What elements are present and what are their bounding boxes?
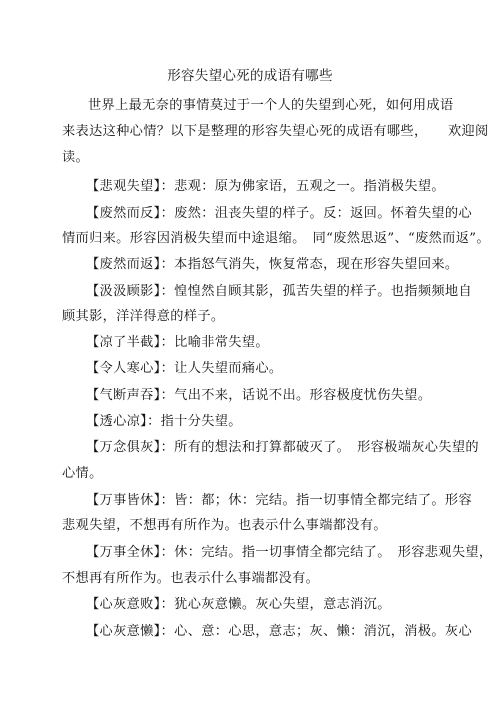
idiom-entry: 【气断声吞】：气出不来，话说不出。形容极度忧伤失望。: [86, 388, 432, 403]
page-title: 形容失望心死的成语有哪些: [167, 68, 333, 84]
idiom-entry: 【汲汲顾影】：惶惶然自顾其影，孤苦失望的样子。也指频频地自: [86, 284, 472, 299]
idiom-entry-continued: 悲观失望，不想再有所作为。也表示什么事端都没有。: [62, 518, 387, 533]
idiom-entry: 【凉了半截】：比喻非常失望。: [86, 335, 269, 350]
idiom-entry-continued: 顾其影，洋洋得意的样子。: [62, 309, 225, 324]
intro-line: 来表达这种心情？以下是整理的形容失望心死的成语有哪些， 欢迎阅: [62, 124, 489, 139]
idiom-entry: 【废然而返】：本指怒气消失，恢复常态，现在形容失望回来。: [86, 257, 459, 272]
idiom-entry-continued: 不想再有所作为。也表示什么事端都没有。: [62, 571, 320, 586]
idiom-entry: 【万念俱灰】：所有的想法和打算都破灭了。 形容极端灰心失望的: [86, 440, 479, 455]
idiom-entry: 【悲观失望】：悲观：原为佛家语，五观之一。指消极失望。: [86, 179, 445, 194]
idiom-entry: 【透心凉】：指十分失望。: [86, 414, 242, 429]
idiom-entry: 【废然而反】：废然：沮丧失望的样子。反：返回。怀着失望的心: [86, 206, 472, 221]
intro-line: 世界上最无奈的事情莫过于一个人的失望到心死，如何用成语: [88, 98, 454, 113]
idiom-entry: 【心灰意懒】：心、意：心思，意志；灰、懒：消沉，消极。灰心: [86, 624, 472, 639]
idiom-entry-continued: 情而归来。形容因消极失望而中途退缩。 同“废然思返”、“废然而返”。: [62, 231, 490, 246]
idiom-entry: 【万事皆休】：皆：都；休：完结。指一切事情全都完结了。形容: [86, 493, 472, 508]
idiom-entry-continued: 心情。: [62, 466, 103, 481]
intro-line: 读。: [62, 150, 90, 165]
idiom-entry: 【万事全休】：休：完结。指一切事情全都完结了。 形容悲观失望，: [86, 545, 493, 560]
idiom-entry: 【令人寒心】：让人失望而痛心。: [86, 361, 283, 376]
idiom-entry: 【心灰意败】：犹心灰意懒。灰心失望，意志消沉。: [86, 597, 391, 612]
